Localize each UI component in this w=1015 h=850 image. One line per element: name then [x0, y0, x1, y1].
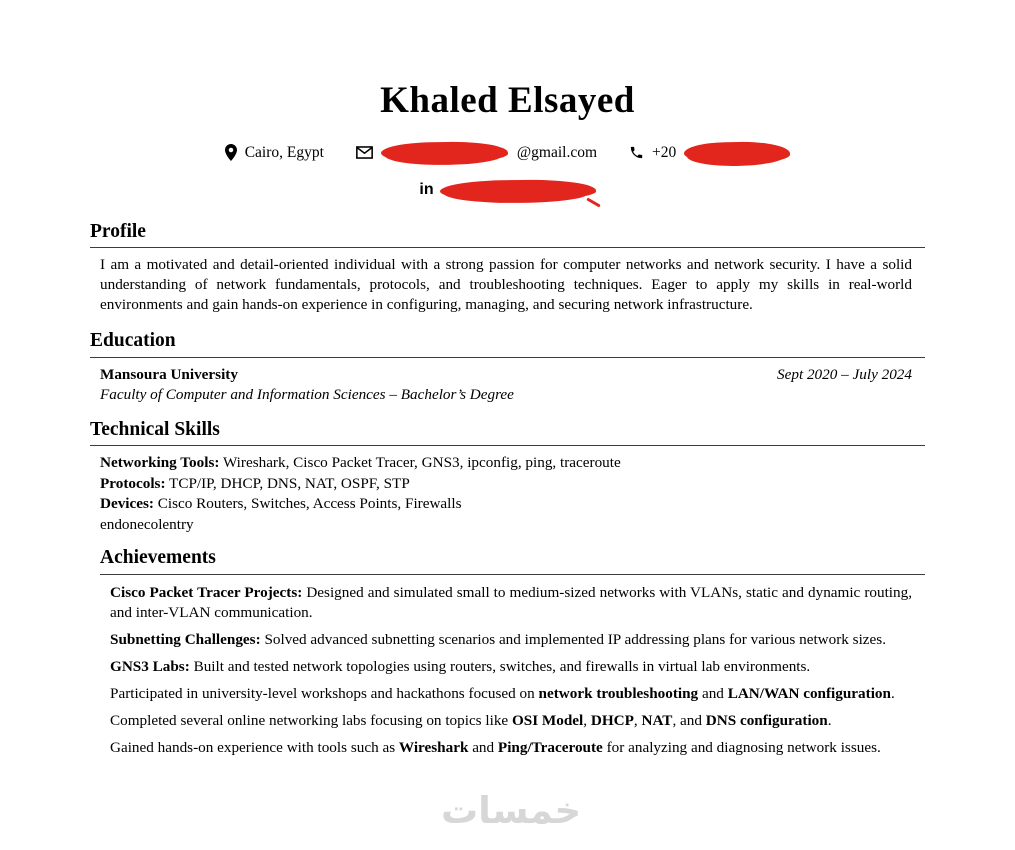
- envelope-icon: [356, 146, 373, 159]
- education-institution: Mansoura University: [100, 365, 238, 383]
- skills-row-protocols: [100, 474, 912, 495]
- section-rule: [90, 445, 925, 446]
- achievement-item: Subnetting Challenges: Solved advanced subnetting scenarios and implemented IP addressing plans for various network sizes.: [110, 630, 886, 648]
- skills-stray-text: endonecolentry: [100, 515, 194, 533]
- section-rule: [100, 574, 925, 575]
- section-achievements: [100, 547, 925, 757]
- phone-redaction-scribble: [684, 142, 790, 164]
- achievement-item: Cisco Packet Tracer Projects: Designed and simulated small to medium-sized networks with VLANs, static and dynamic routing, and inter-VLAN communication.: [110, 583, 913, 621]
- section-title-profile: Profile: [90, 220, 146, 242]
- profile-text: I am a motivated and detail-oriented individual with a strong passion for computer networks and network security. I have a solid understanding of network fundamentals, protocols, and troubleshooting techniques. Eager to apply my skills in real-world environments and gain hands-on experience in configuring, managing, and securing network infrastructure.: [100, 256, 912, 314]
- section-title-education: Education: [90, 330, 176, 352]
- section-profile: [90, 221, 925, 315]
- section-rule: [90, 357, 925, 358]
- email-item: [356, 142, 597, 163]
- email-text: @gmail.com: [516, 143, 598, 161]
- email-redaction-scribble: [381, 142, 508, 163]
- linkedin-row: [0, 180, 1015, 201]
- education-entry: [100, 365, 912, 385]
- skills-value: Wireshark, Cisco Packet Tracer, GNS3, ipconfig, ping, traceroute: [219, 454, 621, 472]
- education-dates: Sept 2020 – July 2024: [777, 365, 912, 383]
- skills-value: TCP/IP, DHCP, DNS, NAT, OSPF, STP: [165, 474, 410, 492]
- phone-icon: [629, 145, 644, 160]
- contact-row: [0, 142, 1015, 164]
- skills-value: Cisco Routers, Switches, Access Points, Firewalls: [153, 495, 462, 513]
- achievement-item: Participated in university-level workshops and hackathons focused on network troubleshooting and LAN/WAN configuration.: [110, 684, 895, 702]
- achievement-item: GNS3 Labs: Built and tested network topologies using routers, switches, and firewalls in virtual lab environments.: [110, 657, 811, 675]
- section-rule: [90, 247, 925, 248]
- achievement-item: Gained hands-on experience with tools such as Wireshark and Ping/Traceroute for analyzing and diagnosing network issues.: [110, 738, 881, 756]
- phone-item: [629, 142, 790, 164]
- section-title-achievements: Achievements: [100, 547, 216, 569]
- page-title: Khaled Elsayed: [380, 80, 635, 121]
- phone-text: +20: [652, 143, 677, 161]
- skills-row-networking-tools: [100, 453, 912, 474]
- section-education: [90, 330, 925, 404]
- location-pin-icon: [225, 144, 237, 161]
- location-text: Cairo, Egypt: [244, 143, 324, 161]
- linkedin-icon: in: [419, 181, 434, 199]
- linkedin-redaction-scribble: [440, 180, 596, 201]
- skills-row-devices: [100, 494, 912, 515]
- skills-label: Networking Tools:: [100, 454, 220, 472]
- khamsat-watermark: خمسات: [441, 789, 582, 832]
- section-technical-skills: [90, 419, 925, 535]
- location-item: [225, 144, 324, 162]
- skills-label: Devices:: [100, 495, 154, 513]
- skills-label: Protocols:: [100, 474, 166, 492]
- achievement-item: Completed several online networking labs focusing on topics like OSI Model, DHCP, NAT, and DNS configuration.: [110, 711, 832, 729]
- section-title-skills: Technical Skills: [90, 418, 220, 440]
- education-degree: Faculty of Computer and Information Sciences – Bachelor’s Degree: [100, 385, 514, 403]
